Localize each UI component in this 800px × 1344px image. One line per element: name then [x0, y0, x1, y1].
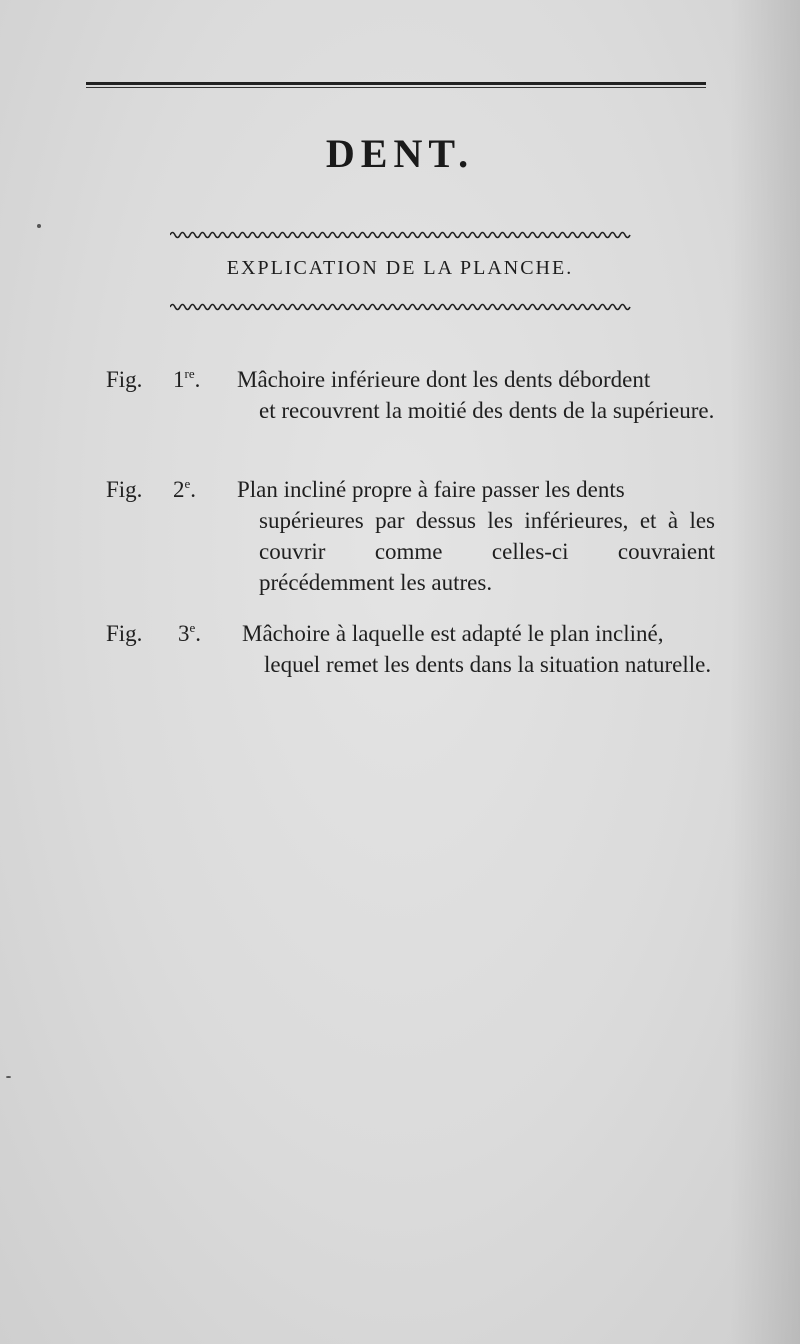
- figure-description-first-line: Plan incliné propre à faire passer les dents: [237, 477, 625, 502]
- figure-number: 1re.: [173, 366, 201, 392]
- figure-description-first-line: Mâchoire à laquelle est adapté le plan incliné,: [242, 621, 664, 646]
- section-subtitle: EXPLICATION DE LA PLANCHE.: [226, 257, 574, 279]
- figure-description: [242, 618, 716, 680]
- wavy-divider-top: [170, 230, 632, 240]
- figure-ordinal: e: [189, 620, 196, 635]
- figure-ordinal: re: [184, 366, 195, 381]
- figure-description: [237, 364, 715, 426]
- figure-description-continuation: et recouvrent la moitié des dents de la supérieure.: [259, 398, 715, 423]
- figure-ordinal: e: [184, 476, 191, 491]
- paper-speck: [37, 224, 41, 228]
- figure-number: 3e.: [178, 620, 202, 646]
- figure-label: Fig.: [106, 367, 143, 392]
- figure-description-continuation: supérieures par dessus les inférieures, et à les couvrir comme celles-ci couvraient précédemment les autres.: [259, 508, 715, 595]
- figure-label: Fig.: [106, 621, 143, 646]
- paper-speck: [6, 1076, 11, 1078]
- figure-description-first-line: Mâchoire inférieure dont les dents débordent: [237, 367, 651, 392]
- figure-label: Fig.: [106, 477, 143, 502]
- figure-description: [237, 474, 715, 598]
- figure-number: 2e.: [173, 476, 197, 502]
- figure-description-continuation: lequel remet les dents dans la situation naturelle.: [264, 652, 712, 677]
- page-title: DENT.: [325, 131, 475, 176]
- wavy-divider-bottom: [170, 302, 632, 312]
- top-rule: [86, 82, 706, 88]
